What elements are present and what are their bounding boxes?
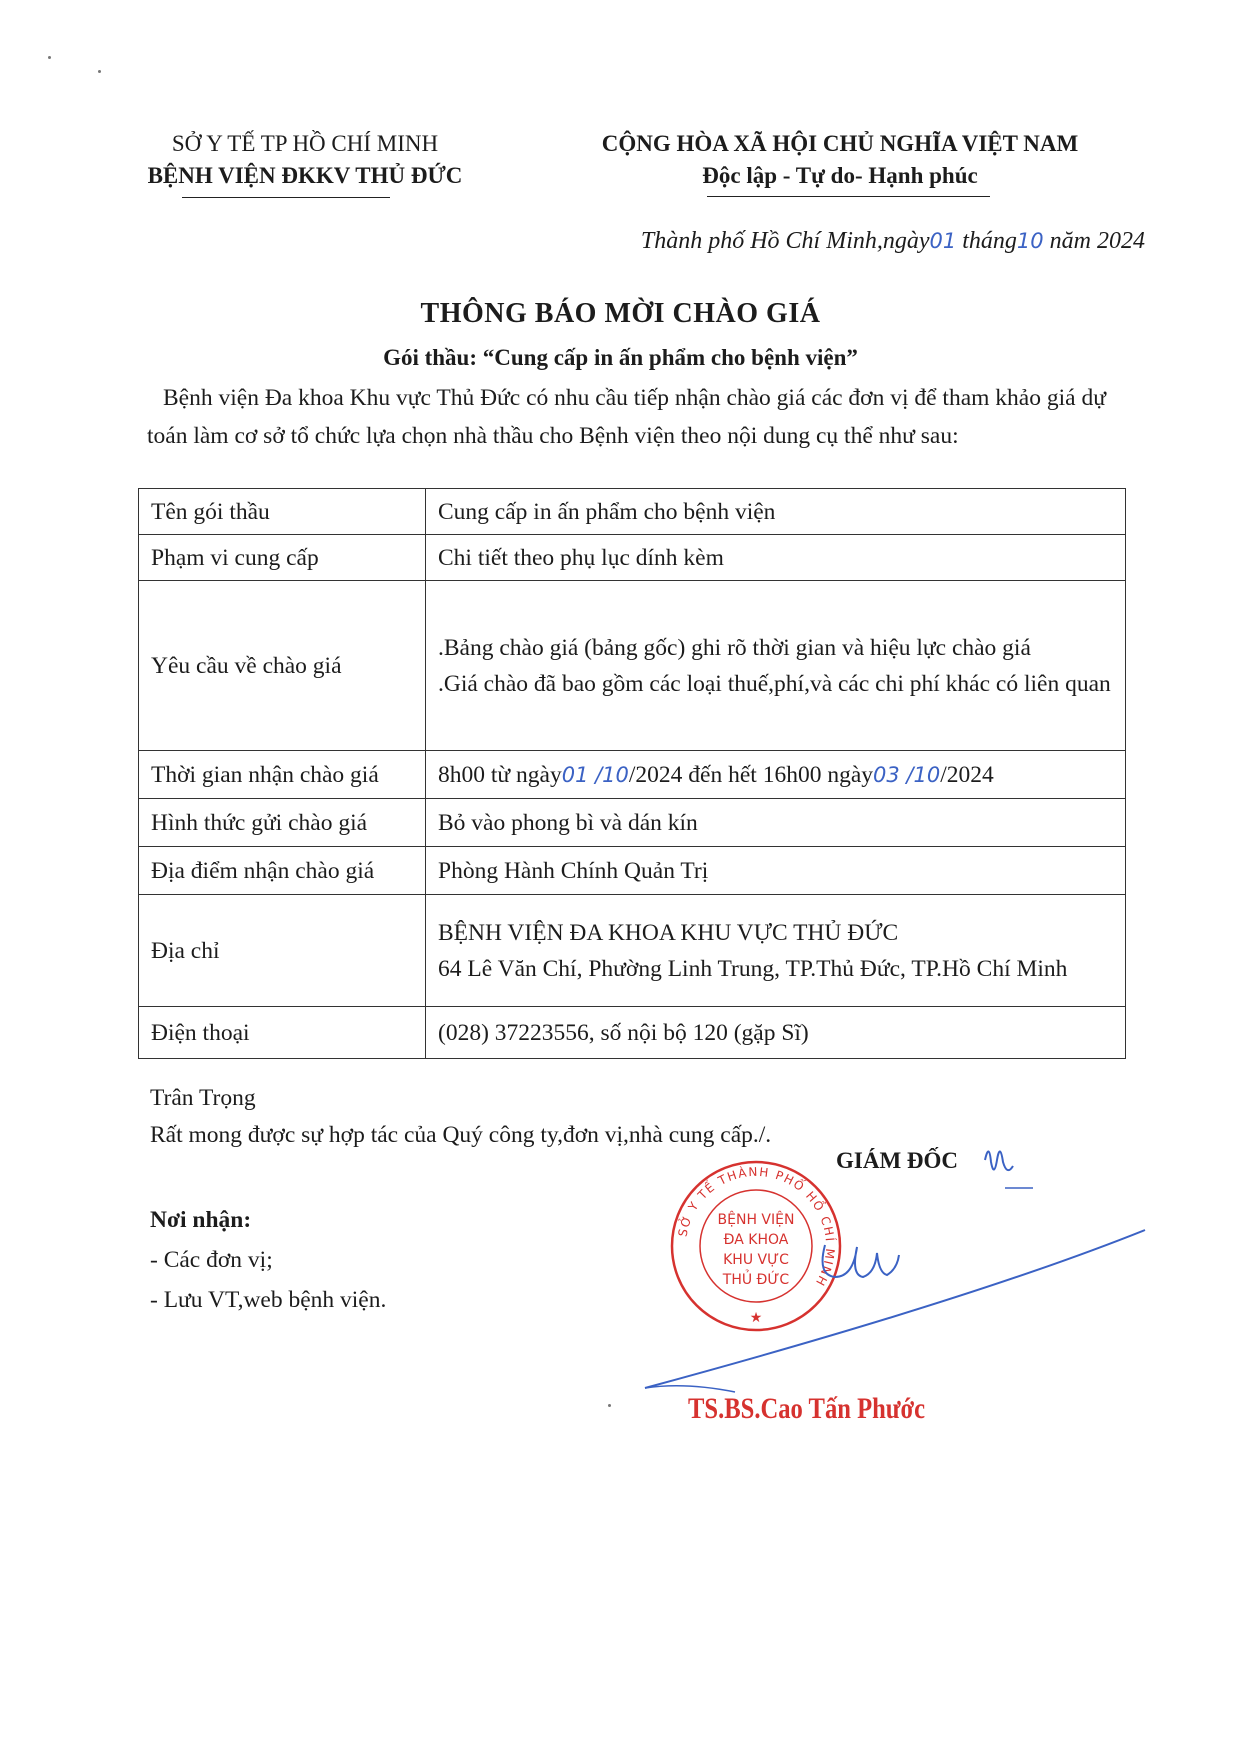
intro-paragraph: Bệnh viện Đa khoa Khu vực Thủ Đức có nhu cầu tiếp nhận chào giá các đơn vị để tham khảo giá dự toán làm cơ sở tổ chức lựa chọn nhà thầu cho Bệnh viện theo nội dung cụ thể như sau: bbox=[147, 385, 1106, 449]
signer-name: TS.BS.Cao Tấn Phước bbox=[688, 1392, 926, 1425]
table-row bbox=[139, 489, 1126, 535]
end-date-handwritten: 03 /10 bbox=[873, 762, 941, 787]
date-line bbox=[500, 228, 1145, 255]
document-title: THÔNG BÁO MỜI CHÀO GIÁ bbox=[420, 298, 821, 329]
issuing-agency-header bbox=[110, 128, 500, 192]
scan-speck bbox=[608, 1404, 611, 1407]
national-motto: Độc lập - Tự do- Hạnh phúc bbox=[702, 163, 978, 188]
time-text: /2024 bbox=[940, 761, 994, 788]
time-text: 8h00 từ ngày bbox=[438, 761, 562, 788]
row-value bbox=[426, 895, 1126, 1007]
row-value: Chi tiết theo phụ lục dính kèm bbox=[426, 535, 1126, 581]
left-header-underline bbox=[182, 197, 390, 198]
table-row bbox=[139, 847, 1126, 895]
scan-speck bbox=[98, 70, 101, 73]
address-line: BỆNH VIỆN ĐA KHOA KHU VỰC THỦ ĐỨC bbox=[438, 919, 899, 946]
recipients-heading: Nơi nhận: bbox=[150, 1207, 252, 1233]
right-header-underline bbox=[707, 196, 990, 197]
table-row bbox=[139, 751, 1126, 799]
row-label: Địa điểm nhận chào giá bbox=[139, 847, 426, 895]
row-value: (028) 37223556, số nội bộ 120 (gặp Sĩ) bbox=[426, 1007, 1126, 1059]
row-label: Yêu cầu về chào giá bbox=[139, 581, 426, 751]
row-label: Điện thoại bbox=[139, 1007, 426, 1059]
seal-line: THỦ ĐỨC bbox=[722, 1272, 790, 1288]
recipient-item: - Lưu VT,web bệnh viện. bbox=[150, 1287, 387, 1313]
start-date-handwritten: 01 /10 bbox=[561, 762, 629, 787]
table-row bbox=[139, 799, 1126, 847]
seal-ring-text: SỞ Y TẾ THÀNH PHỐ HỒ CHÍ MINH bbox=[675, 1164, 838, 1290]
row-label: Hình thức gửi chào giá bbox=[139, 799, 426, 847]
recipients-block bbox=[150, 1200, 386, 1320]
row-value bbox=[426, 751, 1126, 799]
date-month-handwritten: 10 bbox=[1016, 229, 1044, 253]
department-name: SỞ Y TẾ TP HỒ CHÍ MINH bbox=[171, 131, 439, 156]
row-label: Phạm vi cung cấp bbox=[139, 535, 426, 581]
row-value: Bỏ vào phong bì và dán kín bbox=[426, 799, 1126, 847]
national-name: CỘNG HÒA XÃ HỘI CHỦ NGHĨA VIỆT NAM bbox=[601, 131, 1079, 156]
seal-star-icon: ★ bbox=[749, 1310, 763, 1326]
seal-line: BỆNH VIỆN bbox=[717, 1212, 795, 1228]
row-value bbox=[426, 581, 1126, 751]
signature-strokes bbox=[640, 1130, 1160, 1430]
requirement-line: .Bảng chào giá (bảng gốc) ghi rõ thời gian và hiệu lực chào giá bbox=[438, 634, 1031, 661]
address-line: 64 Lê Văn Chí, Phường Linh Trung, TP.Thủ Đức, TP.Hồ Chí Minh bbox=[438, 955, 1068, 982]
row-value: Cung cấp in ấn phẩm cho bệnh viện bbox=[426, 489, 1126, 535]
table-row bbox=[139, 895, 1126, 1007]
date-prefix: Thành phố Hồ Chí Minh,ngày bbox=[640, 228, 930, 254]
table-row bbox=[139, 581, 1126, 751]
regards-text: Trân Trọng bbox=[150, 1085, 256, 1111]
seal-line: ĐA KHOA bbox=[723, 1232, 789, 1248]
director-title: GIÁM ĐỐC bbox=[836, 1148, 959, 1173]
seal-line: KHU VỰC bbox=[723, 1252, 789, 1268]
row-label: Địa chỉ bbox=[139, 895, 426, 1007]
date-month-label: tháng bbox=[956, 228, 1017, 254]
recipient-item: - Các đơn vị; bbox=[150, 1247, 273, 1273]
scan-speck bbox=[48, 56, 51, 59]
row-label: Thời gian nhận chào giá bbox=[139, 751, 426, 799]
date-year-label: năm 2024 bbox=[1043, 228, 1145, 254]
table-row bbox=[139, 535, 1126, 581]
date-day-handwritten: 01 bbox=[929, 229, 957, 253]
requirement-line: .Giá chào đã bao gồm các loại thuế,phí,và các chi phí khác có liên quan bbox=[438, 670, 1111, 697]
time-text: /2024 đến hết 16h00 ngày bbox=[628, 761, 874, 788]
hospital-name: BỆNH VIỆN ĐKKV THỦ ĐỨC bbox=[147, 163, 463, 188]
row-label: Tên gói thầu bbox=[139, 489, 426, 535]
closing-message: Rất mong được sự hợp tác của Quý công ty,đơn vị,nhà cung cấp./. bbox=[150, 1122, 772, 1148]
table-row bbox=[139, 1007, 1126, 1059]
document-subtitle: Gói thầu: “Cung cấp in ấn phẩm cho bệnh viện” bbox=[383, 345, 858, 370]
row-value: Phòng Hành Chính Quản Trị bbox=[426, 847, 1126, 895]
national-header bbox=[545, 128, 1135, 192]
quotation-info-table bbox=[138, 488, 1126, 1059]
